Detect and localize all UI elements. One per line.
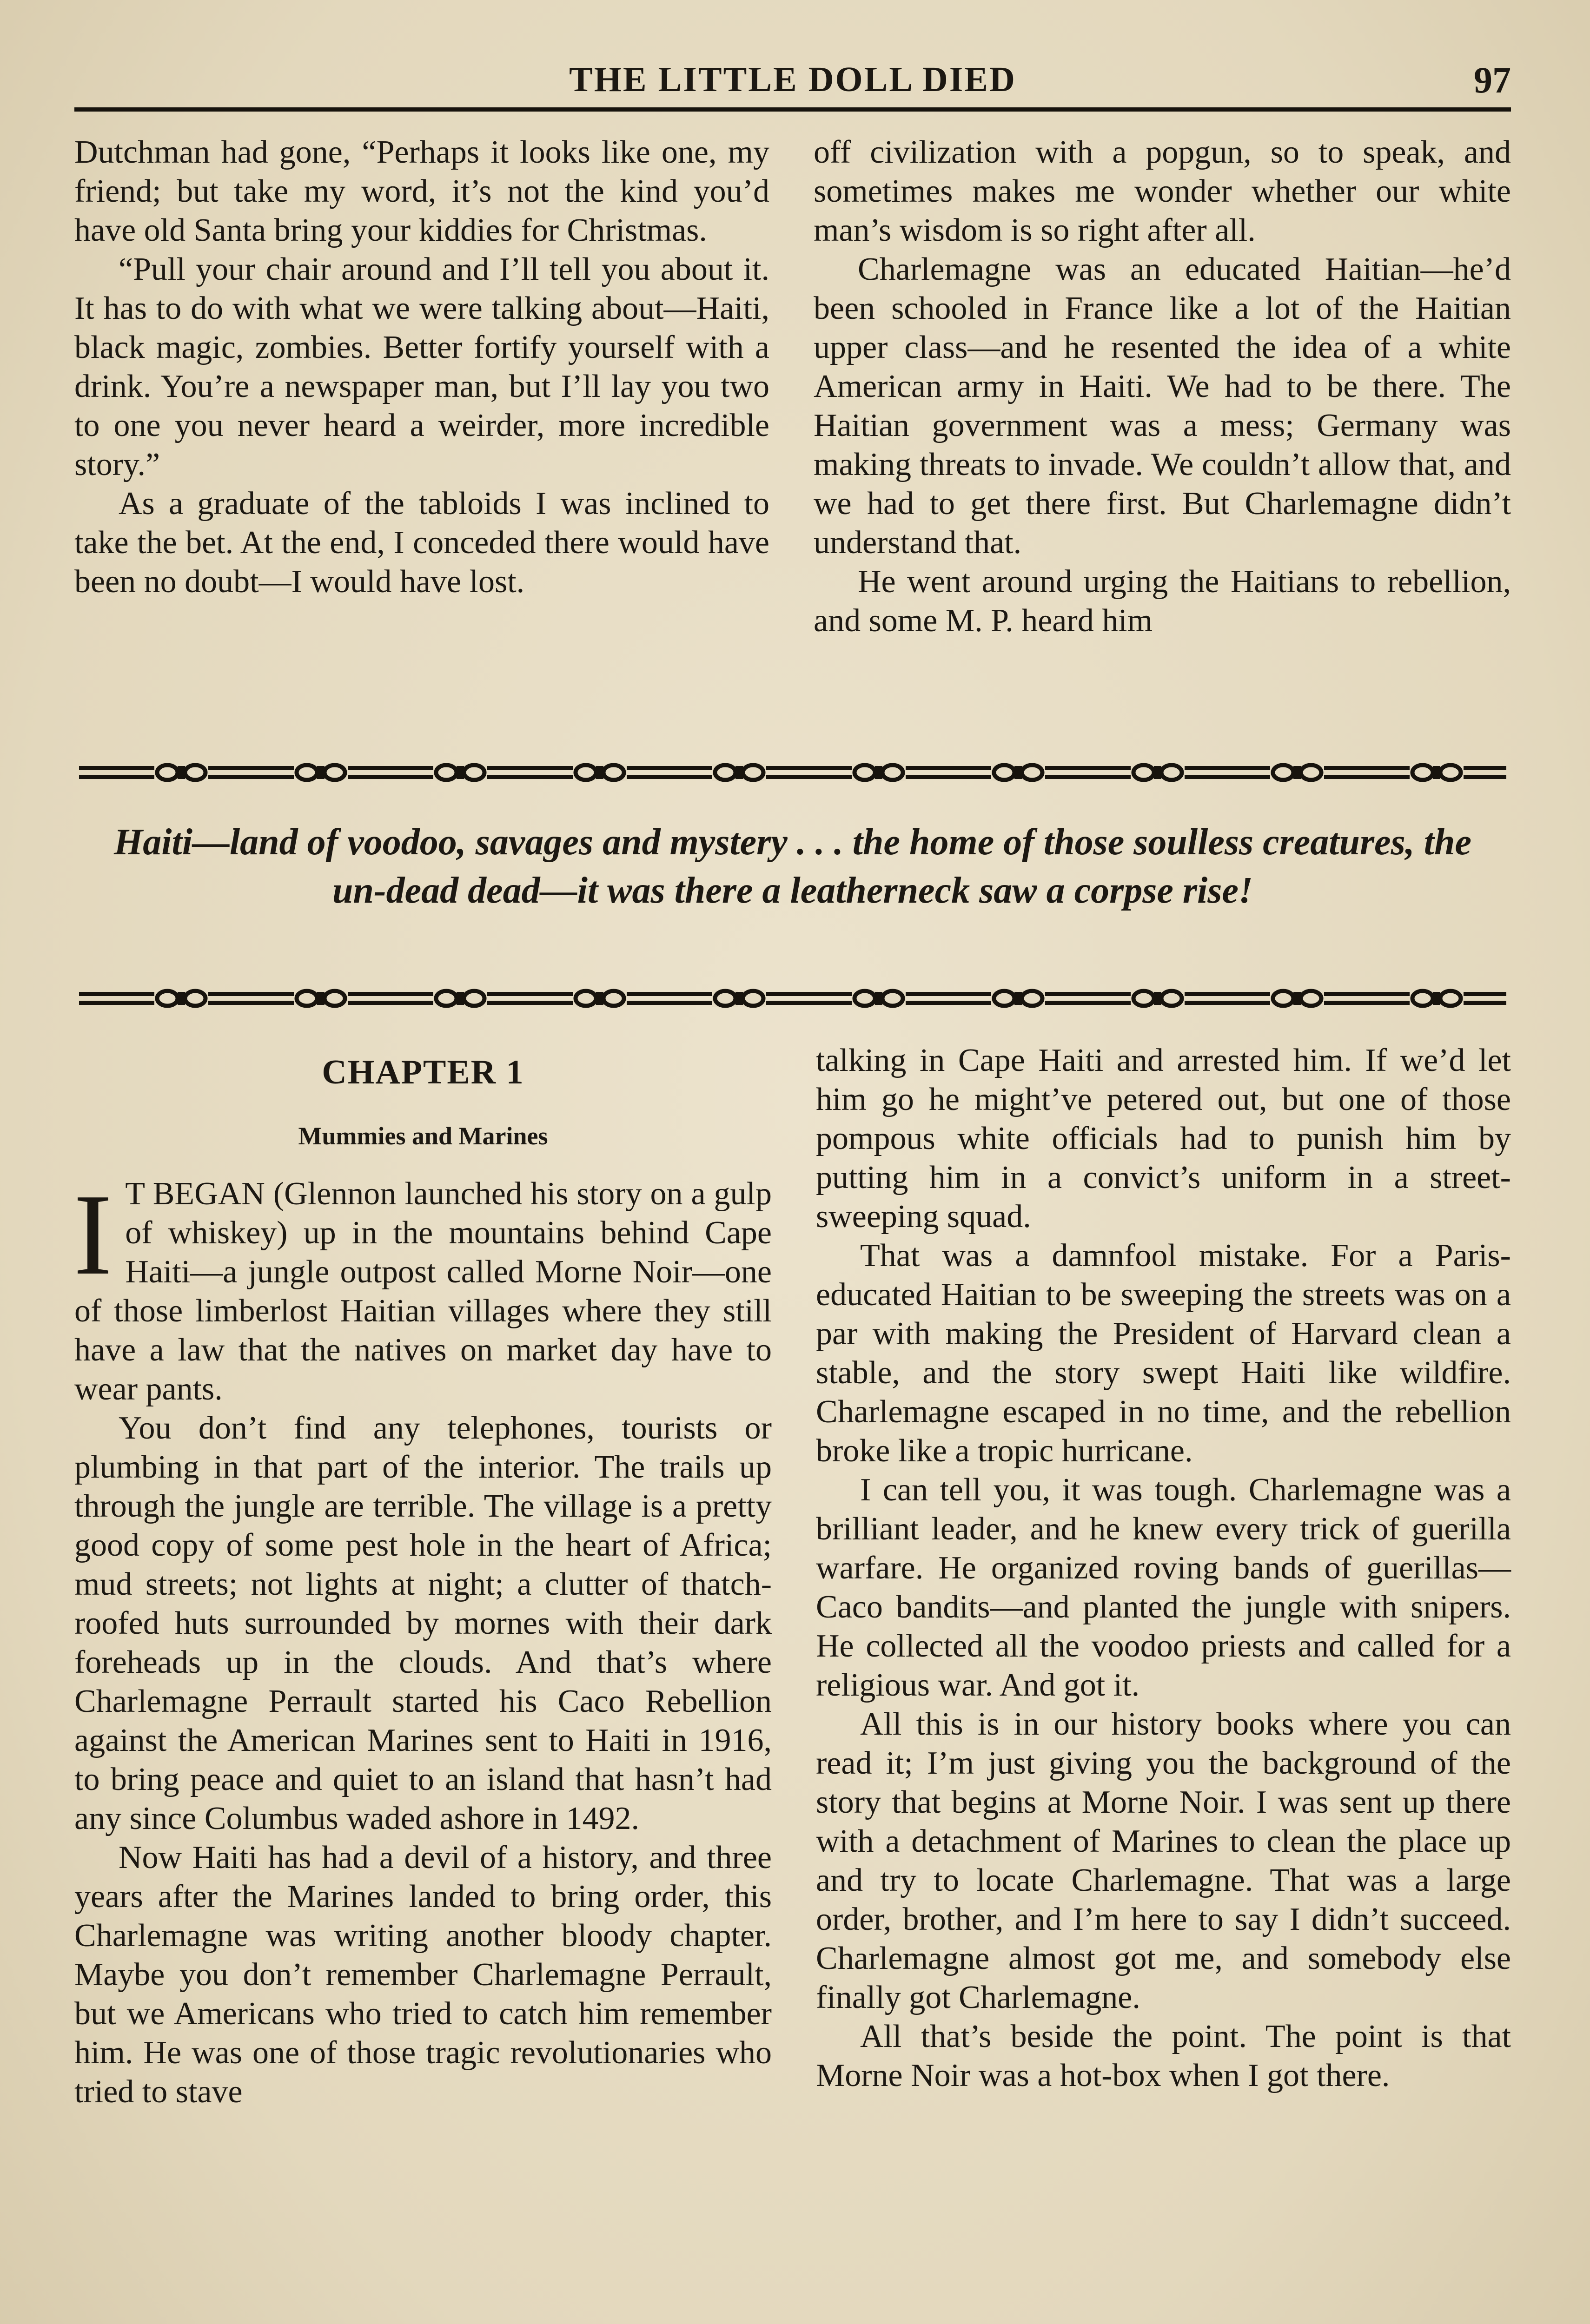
chapter-subtitle: Mummies and Marines: [298, 1122, 548, 1150]
chapter-title: CHAPTER 1: [322, 1053, 524, 1091]
paragraph: All that’s beside the point. The point is that Morne Noir was a hot-box when I got there.: [816, 2019, 1511, 2093]
paragraph: You don’t find any telephones, tourists or plumbing in that part of the interior. The trails up through the jungle are terrible. The village is a pretty good copy of some pest hole in the heart of Africa; mud streets; not lights at night; a clutter of thatch-roofed huts surrounded by mornes with their dark foreheads up in the clouds. And that’s where Charlemagne Perrault started his Caco Rebellion against the American Marines sent to Haiti in 1916, to bring peace and quiet to an island that hasn’t had any since Columbus waded ashore in 1492.: [74, 1410, 772, 1836]
paragraph: He went around urging the Haitians to rebellion, and some M. P. heard him: [814, 564, 1511, 639]
paragraph: That was a damnfool mistake. For a Paris-educated Haitian to be sweeping the streets was on a par with making the President of Harvard clean a stable, and the story swept Haiti like wildfire. Charlemagne escaped in no time, and the rebellion broke like a tropic hurricane.: [816, 1238, 1511, 1469]
paragraph: All this is in our history books where you can read it; I’m just giving you the background of the story that begins at Morne Noir. I was sent up there with a detachment of Marines to clean the place up and try to locate Charlemagne. That was a large order, brother, and I’m here to say I didn’t succeed. Charlemagne almost got me, and somebody else finally got Charlemagne.: [816, 1706, 1511, 2015]
paragraph: Charlemagne was an educated Haitian—he’d been schooled in France like a lot of the Haitian upper class—and he resented the idea of a white American army in Haiti. We had to be there. The Haitian government was a mess; Germany was making threats to invade. We couldn’t allow that, and we had to get there first. But Charlemagne didn’t understand that.: [814, 251, 1511, 561]
paragraph: As a graduate of the tabloids I was inclined to take the bet. At the end, I conceded there would have been no doubt—I would have lost.: [74, 486, 769, 600]
opening-paragraph: [73, 1170, 772, 1409]
top-right-column: [814, 133, 1511, 640]
drop-cap: I: [73, 1170, 113, 1299]
story-blurb: Haiti—land of voodoo, savages and mystery . . . the home of those soulless creatures, the un-dead dead—it was there a leatherneck saw a corpse rise!: [114, 822, 1471, 911]
ornamental-divider-bottom: [79, 984, 1506, 1012]
bottom-right-column: [816, 1041, 1511, 2095]
top-left-column: [74, 133, 769, 601]
header-rule: [74, 107, 1511, 112]
paragraph: I can tell you, it was tough. Charlemagne was a brilliant leader, and he knew every trick of guerilla warfare. He organized roving bands of guerillas—Caco bandits—and planted the jungle with snipers. He collected all the voodoo priests and called for a religious war. And got it.: [816, 1472, 1511, 1703]
opening-text: T BEGAN (Glennon launched his story on a gulp of whiskey) up in the mountains behind Cape Haiti—a jungle outpost called Morne Noir—one of those limberlost Haitian villages where they still have a law that the natives on market day have to wear pants.: [74, 1176, 772, 1407]
running-head: THE LITTLE DOLL DIED: [569, 60, 1016, 99]
paragraph: talking in Cape Haiti and arrested him. If we’d let him go he might’ve petered out, but one of those pompous white officials had to punish him by putting him in a convict’s uniform in a street-sweeping squad.: [816, 1043, 1511, 1235]
page-number: 97: [1474, 60, 1511, 101]
paragraph: off civilization with a popgun, so to speak, and sometimes makes me wonder whether our white man’s wisdom is so right after all.: [814, 134, 1511, 248]
paragraph: Dutchman had gone, “Perhaps it looks like one, my friend; but take my word, it’s not the kind you’d have old Santa bring your kiddies for Christmas.: [74, 134, 769, 248]
paragraph: “Pull your chair around and I’ll tell you about it. It has to do with what we were talking about—Haiti, black magic, zombies. Better fortify yourself with a drink. You’re a newspaper man, but I’ll lay you two to one you never heard a weirder, more incredible story.”: [74, 251, 769, 482]
ornamental-divider-top: [79, 759, 1506, 786]
page-header: [74, 56, 1511, 112]
paragraph: Now Haiti has had a devil of a history, and three years after the Marines landed to bring order, this Charlemagne was writing another bloody chapter. Maybe you don’t remember Charlemagne Perrault, but we Americans who tried to catch him remember him. He was one of those tragic revolutionaries who tried to stave: [74, 1840, 772, 2110]
bottom-left-column: [74, 1041, 772, 2112]
